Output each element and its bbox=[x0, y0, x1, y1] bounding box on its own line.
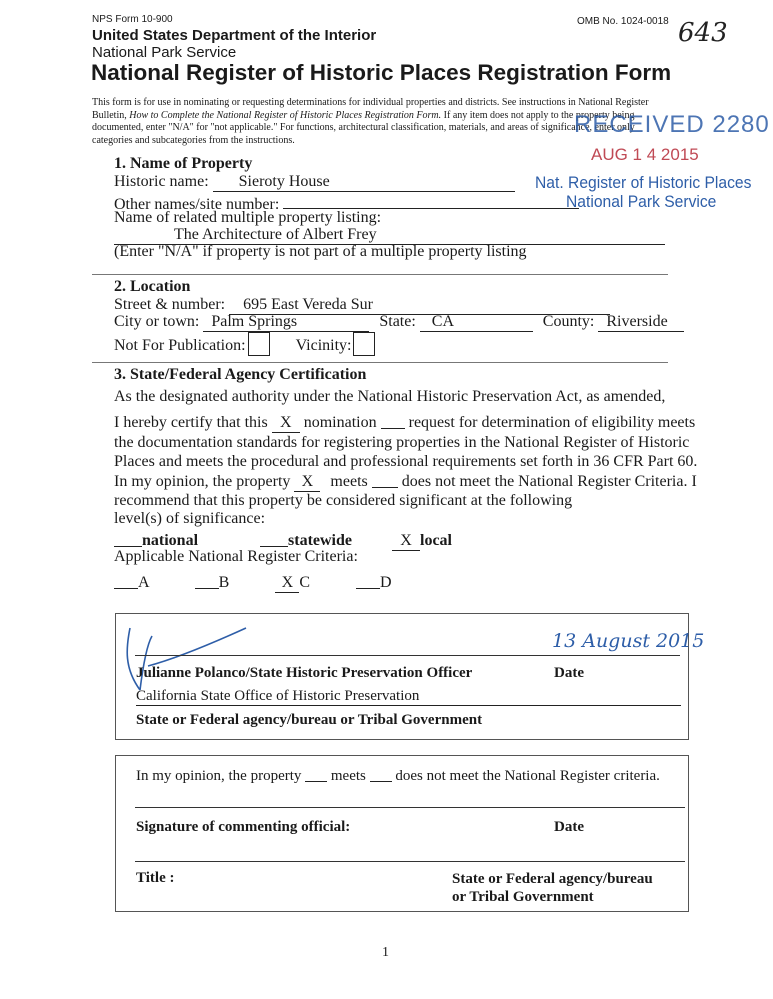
commenting-title-label: Title : bbox=[136, 870, 175, 886]
omb-number: OMB No. 1024-0018 bbox=[577, 16, 669, 27]
vicinity-checkbox[interactable] bbox=[353, 332, 375, 356]
page-title: National Register of Historic Places Registration Form bbox=[91, 60, 672, 85]
significance-levels: national statewide X local bbox=[114, 531, 452, 551]
not-meets-mark[interactable] bbox=[372, 472, 398, 488]
national-mark[interactable] bbox=[114, 531, 142, 547]
stamp-date: AUG 1 4 2015 bbox=[591, 145, 699, 164]
certifier-date-label: Date bbox=[554, 665, 584, 681]
divider bbox=[92, 362, 668, 363]
service-name: National Park Service bbox=[92, 44, 237, 61]
historic-name-field[interactable]: Sieroty House bbox=[213, 173, 515, 192]
criterion-b-mark[interactable] bbox=[195, 573, 219, 589]
stamp-service: National Park Service bbox=[566, 192, 717, 211]
criteria-label: Applicable National Register Criteria: bbox=[114, 548, 358, 565]
form-number: NPS Form 10-900 bbox=[92, 14, 173, 25]
commenting-not-meets-mark[interactable] bbox=[370, 767, 392, 782]
na-note: (Enter "N/A" if property is not part of a multiple property listing bbox=[114, 243, 527, 260]
street-row: Street & number: 695 East Vereda Sur bbox=[114, 296, 610, 315]
certifier-agency-field[interactable]: California State Office of Historic Preservation bbox=[136, 688, 681, 706]
divider bbox=[92, 274, 668, 275]
handwritten-number: 643 bbox=[678, 18, 728, 48]
not-for-publication-checkbox[interactable] bbox=[248, 332, 270, 356]
state-field[interactable]: CA bbox=[420, 313, 533, 332]
county-field[interactable]: Riverside bbox=[598, 313, 684, 332]
authority-text: As the designated authority under the National Historic Preservation Act, as amended, bbox=[114, 388, 666, 405]
department-name: United States Department of the Interior bbox=[92, 27, 377, 44]
section2-heading: 2. Location bbox=[114, 278, 191, 295]
request-mark[interactable] bbox=[381, 413, 405, 429]
statewide-mark[interactable] bbox=[260, 531, 288, 547]
page-number: 1 bbox=[382, 945, 389, 960]
commenting-title-line[interactable] bbox=[135, 861, 685, 862]
opinion-text: In my opinion, the property X meets does not meet the National Register Criteria. I recommend that this property be considered significant at the following level(s) of significance: bbox=[114, 473, 697, 527]
certifier-agency bbox=[136, 688, 681, 706]
signature-line[interactable] bbox=[135, 655, 680, 656]
related-listing-field[interactable]: The Architecture of Albert Frey bbox=[114, 226, 665, 245]
certifier-agency-label: State or Federal agency/bureau or Tribal Government bbox=[136, 712, 483, 728]
city-field[interactable]: Palm Springs bbox=[203, 313, 369, 332]
section1-heading: 1. Name of Property bbox=[114, 155, 253, 172]
commenting-date-label: Date bbox=[554, 819, 584, 835]
local-mark[interactable]: X bbox=[392, 532, 420, 551]
criterion-a-mark[interactable] bbox=[114, 573, 138, 589]
street-field[interactable]: 695 East Vereda Sur bbox=[229, 296, 610, 315]
commenting-agency-label: State or Federal agency/bureau or Tribal Government bbox=[452, 871, 653, 905]
form-instructions: This form is for use in nominating or requesting determinations for individual properties and districts. See instructions in National Register Bulletin, How to Complete the National Register of Historic Places Registration Form. If any item does not apply to the property being documented, enter "N/A" for "not applicable." For functions, architectural classification, materials, and areas of significance, enter only categories and subcategories from the instructions. bbox=[92, 97, 649, 146]
commenting-signature-label: Signature of commenting official: bbox=[136, 819, 351, 835]
received-stamp: RECEIVED 2280 bbox=[574, 111, 770, 138]
criterion-d-mark[interactable] bbox=[356, 573, 380, 589]
nomination-mark[interactable]: X bbox=[272, 413, 300, 433]
commenting-meets-mark[interactable] bbox=[305, 767, 327, 782]
meets-mark[interactable]: X bbox=[294, 473, 320, 492]
certifier-name: Julianne Polanco/State Historic Preservation Officer bbox=[136, 665, 473, 681]
related-listing-label: Name of related multiple property listing: bbox=[114, 209, 382, 226]
section3-heading: 3. State/Federal Agency Certification bbox=[114, 366, 367, 383]
historic-name-row: Historic name: Sieroty House bbox=[114, 173, 515, 192]
other-names-row: Other names/site number: bbox=[114, 191, 579, 214]
commenting-signature-line[interactable] bbox=[135, 807, 685, 808]
criterion-c-mark[interactable]: X bbox=[275, 574, 299, 593]
commenting-opinion: In my opinion, the property meets does not meet the National Register criteria. bbox=[136, 768, 660, 784]
handwritten-date: 13 August 2015 bbox=[552, 630, 705, 652]
city-row: City or town: Palm Springs State: CA County: Riverside bbox=[114, 313, 684, 332]
criteria-row: A B X C D bbox=[114, 573, 392, 593]
publication-row: Not For Publication: Vicinity: bbox=[114, 332, 375, 356]
signature-scribble bbox=[118, 618, 258, 698]
other-names-field[interactable] bbox=[283, 191, 579, 209]
certification-text: I hereby certify that this X nomination request for determination of eligibility meets the documentation standards for registering properties in the National Register of Historic Places and meets the procedural and professional requirements set forth in 36 CFR Part 60. bbox=[114, 414, 698, 470]
stamp-register: Nat. Register of Historic Places bbox=[535, 173, 752, 192]
